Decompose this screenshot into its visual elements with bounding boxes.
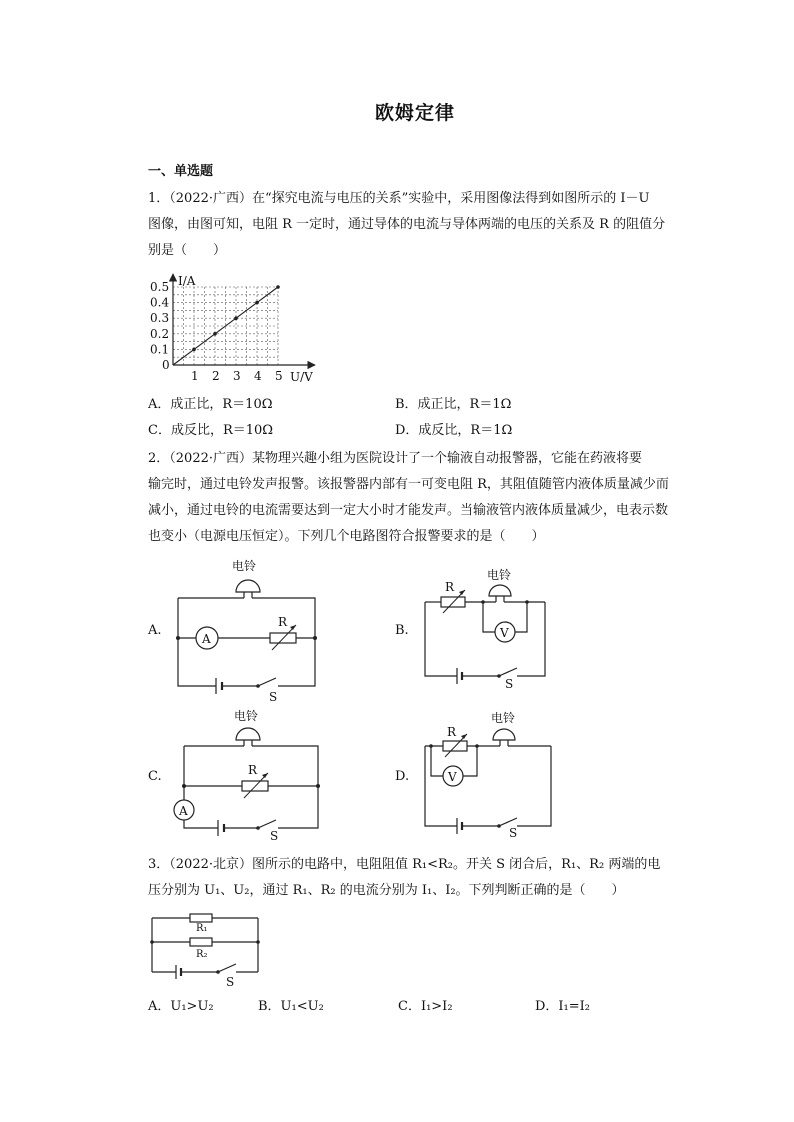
q1-text-line3: 别是（ ）	[148, 243, 227, 258]
q2-text-line2: 输完时，通过电铃发声报警。该报警器内部有一可变电阻 R，其阻值随管内液体质量减少而	[148, 477, 669, 492]
x-tick-label: 4	[254, 369, 262, 383]
bell-label: 电铃	[491, 711, 516, 725]
r2-label: R₂	[196, 949, 208, 960]
y-tick-label: 0.1	[150, 342, 170, 357]
q2-option-b-letter[interactable]: B.	[395, 623, 409, 638]
q3-option-d[interactable]: D．I₁=I₂	[535, 999, 591, 1014]
x-tick-label: 5	[275, 369, 283, 383]
q2-option-a-letter[interactable]: A.	[148, 623, 162, 638]
q2-text-line4: 也变小（电源电压恒定）。下列几个电路图符合报警要求的是（ ）	[148, 529, 545, 544]
q1-option-c[interactable]: C．成反比，R＝10Ω	[148, 423, 274, 438]
q2-option-c-letter[interactable]: C.	[148, 769, 162, 784]
resistor-r1-icon	[190, 914, 212, 922]
switch-label: S	[270, 829, 279, 843]
q2-text-line1: 2．（2022·广西）某物理兴趣小组为医院设计了一个输液自动报警器，它能在药液将要	[148, 451, 642, 466]
page-title: 欧姆定律	[375, 102, 456, 124]
y-axis-label: I/A	[178, 274, 196, 288]
x-tick-label: 1	[191, 369, 199, 383]
circuit-d	[415, 708, 560, 838]
q1-option-b[interactable]: B．成正比，R＝1Ω	[395, 397, 512, 412]
bell-label: 电铃	[487, 568, 512, 582]
switch-label: S	[505, 677, 514, 691]
section-heading: 一、单选题	[148, 164, 214, 179]
switch-lever	[218, 964, 236, 972]
voltmeter-symbol: V	[500, 626, 509, 640]
resistor-label: R	[445, 580, 455, 594]
q2-text-line3: 减小，通过电铃的电流需要达到一定大小时才能发声。当输液管内液体质量减少，电表示数	[148, 503, 669, 518]
data-point	[255, 301, 259, 305]
q3-option-a[interactable]: A．U₁>U₂	[148, 999, 214, 1014]
q3-text-line2: 压分别为 U₁、U₂，通过 R₁、R₂ 的电流分别为 I₁、I₂。下列判断正确的是（ ）	[148, 883, 625, 898]
q2-option-d-letter[interactable]: D.	[395, 769, 410, 784]
x-axis-label: U/V	[290, 370, 313, 384]
ammeter-symbol: A	[202, 632, 211, 646]
q1-option-d[interactable]: D．成反比，R＝1Ω	[395, 423, 513, 438]
bell-icon	[493, 729, 515, 740]
resistor-label: R	[278, 615, 288, 629]
bell-icon	[489, 585, 511, 596]
x-tick-label: 2	[212, 369, 220, 383]
circuit-q3	[140, 906, 270, 992]
circuit-b	[415, 566, 555, 690]
switch-label: S	[509, 826, 518, 840]
q3-option-b[interactable]: B．U₁<U₂	[258, 999, 324, 1014]
x-tick-label: 3	[233, 369, 241, 383]
voltmeter-symbol: V	[448, 770, 457, 784]
data-point	[276, 285, 280, 289]
resistor-label: R	[447, 725, 457, 739]
resistor-r2-icon	[190, 938, 212, 946]
data-point	[192, 348, 196, 352]
y-tick-label: 0.4	[150, 295, 170, 310]
circuit-a	[160, 556, 340, 704]
q3-text-line1: 3．（2022·北京）图所示的电路中，电阻阻值 R₁<R₂。开关 S 闭合后，R₁、R₂ 两端的电	[148, 857, 661, 872]
switch-label: S	[226, 975, 235, 989]
resistor-label: R	[248, 763, 258, 777]
y-tick-label: 0.5	[150, 280, 170, 294]
switch-label: S	[269, 690, 278, 704]
q1-option-a[interactable]: A．成正比，R＝10Ω	[148, 397, 273, 412]
q3-option-c[interactable]: C．I₁>I₂	[398, 999, 453, 1014]
bell-label: 电铃	[232, 559, 257, 573]
bell-label: 电铃	[234, 709, 259, 723]
tick-labels	[150, 280, 283, 383]
iu-graph	[140, 268, 340, 388]
q1-text-line2: 图像，由图可知，电阻 R 一定时，通过导体的电流与导体两端的电压的关系及 R 的阻值分	[148, 217, 666, 232]
ammeter-symbol: A	[179, 804, 188, 818]
switch-lever	[258, 678, 276, 686]
r1-label: R₁	[196, 923, 208, 934]
y-tick-label: 0.3	[150, 311, 170, 326]
q1-text-line1: 1．（2022·广西）在“探究电流与电压的关系”实验中，采用图像法得到如图所示的 I－U	[148, 191, 650, 206]
bell-icon	[236, 728, 260, 740]
bell-icon	[236, 580, 260, 592]
data-point	[234, 316, 238, 320]
y-tick-label: 0.2	[150, 326, 170, 341]
data-point	[213, 332, 217, 336]
circuit-c	[166, 706, 326, 842]
origin-label: 0	[162, 358, 170, 372]
